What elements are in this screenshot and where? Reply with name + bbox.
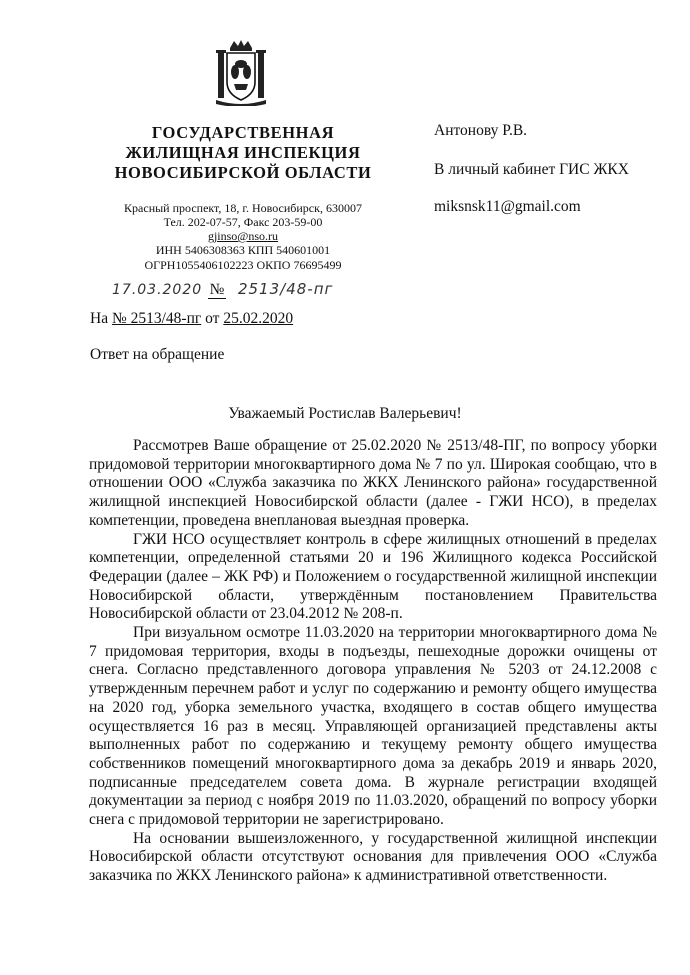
org-address: Красный проспект, 18, г. Новосибирск, 630007 [124, 201, 362, 215]
recipient-channel: В личный кабинет ГИС ЖКХ [434, 161, 629, 178]
outgoing-reg-line [112, 280, 333, 299]
body-paragraph-4: На основании вышеизложенного, у государственной жилищной инспекции Новосибирской области отсутствуют основания для привлечения ООО «Служба заказчика по ЖКХ Ленинского района» к административной ответственности. [89, 829, 657, 885]
coat-of-arms-emblem [214, 38, 268, 106]
org-email-link[interactable]: gjinso@nso.ru [207, 229, 279, 243]
org-name-line1: ГОСУДАРСТВЕННАЯ [151, 123, 335, 142]
reference-line [90, 310, 293, 328]
outgoing-number-handwritten: 2513/48-пг [237, 280, 334, 298]
reference-prefix: На [90, 310, 109, 327]
letter-subject: Ответ на обращение [90, 346, 225, 363]
reference-date: 25.02.2020 [223, 310, 294, 327]
org-email-line [100, 229, 386, 244]
body-paragraph-1: Рассмотрев Ваше обращение от 25.02.2020 № 2513/48-ПГ, по вопросу уборки придомовой территории многоквартирного дома № 7 по ул. Широкая сообщаю, что в отношении ООО «Служба заказчика по ЖКХ Ленинского района» государственной жилищной инспекцией Новосибирской области (далее - ГЖИ НСО), в пределах компетенции, проведена внеплановая выездная проверка. [89, 437, 657, 529]
outgoing-date-handwritten: 17.03.2020 [112, 282, 203, 298]
salutation: Уважаемый Ростислав Валерьевич! [228, 405, 462, 422]
org-ogrn: ОГРН1055406102223 ОКПО 76695499 [144, 258, 342, 272]
org-name-line2: ЖИЛИЩНАЯ ИНСПЕКЦИЯ [125, 143, 361, 162]
org-name-line3: НОВОСИБИРСКОЙ ОБЛАСТИ [114, 163, 372, 182]
reference-number: № 2513/48-пг [111, 310, 202, 327]
letter-body [89, 437, 657, 886]
org-inn: ИНН 5406308363 КПП 540601001 [155, 243, 331, 257]
reference-from: от [205, 310, 220, 327]
body-paragraph-2: ГЖИ НСО осуществляет контроль в сфере жилищных отношений в пределах компетенции, определенной статьями 20 и 196 Жилищного кодекса Российской Федерации (далее – ЖК РФ) и Положением о государственной жилищной инспекции Новосибирской области, утверждённым постановлением Правительства Новосибирской области от 23.04.2012 № 208-п. [89, 530, 657, 623]
org-phone: Тел. 202-07-57, Факс 203-59-00 [163, 215, 323, 229]
recipient-name: Антонову Р.В. [434, 122, 528, 139]
body-paragraph-3: При визуальном осмотре 11.03.2020 на территории многоквартирного дома № 7 придомовая территория, входы в подъезды, пешеходные дорожки очищены от снега. Согласно представленного договора управления № 5203 от 24.12.2008 с утвержденным перечнем работ и услуг по содержанию и ремонту общего имущества на 2020 год, уборка земельного участка, входящего в состав общего имущества осуществляется 16 раз в месяц. Управляющей организацией представлены акты выполненных работ по содержанию и текущему ремонту общего имущества собственников помещений многоквартирного дома за декабрь 2019 и январь 2020, подписанные председателем совета дома. В журнале регистрации входящей документации за период с ноября 2019 по 11.03.2020, обращений по вопросу уборки снега с придомовой территории не зарегистрировано. [89, 624, 657, 829]
recipient-email[interactable]: miksnsk11@gmail.com [434, 198, 581, 215]
number-sign: № [209, 281, 225, 298]
